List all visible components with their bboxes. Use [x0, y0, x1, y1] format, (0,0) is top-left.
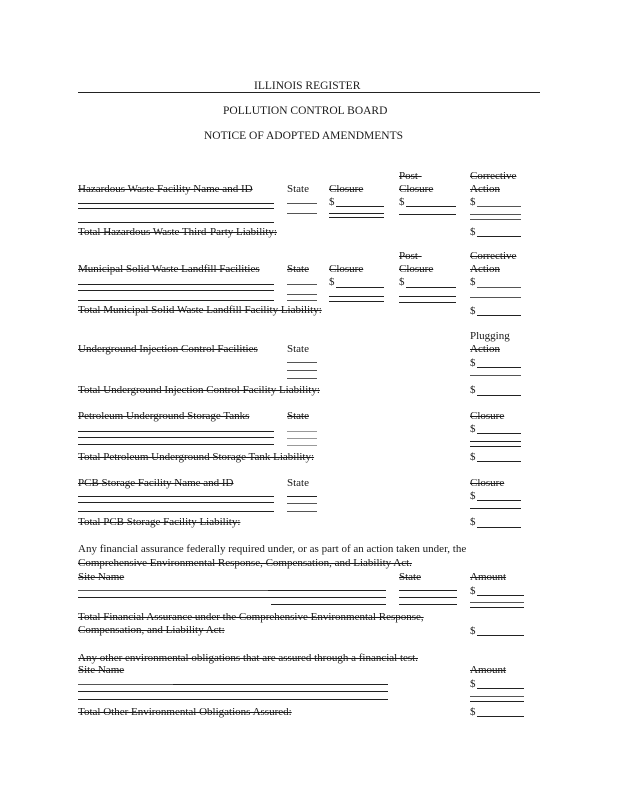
- state-col-label: State: [287, 477, 309, 489]
- other-site-name-label: Site Name: [78, 664, 125, 676]
- dollar-sign: $: [470, 585, 476, 597]
- closure-entry-line: [470, 441, 521, 442]
- corrective-col-label: Corrective: [470, 170, 517, 182]
- state-entry-line: [287, 362, 317, 363]
- postclosure-entry-line: [399, 296, 456, 297]
- section-total-rule: [78, 300, 274, 301]
- state-entry-line: [399, 590, 457, 591]
- dollar-sign: $: [470, 490, 476, 502]
- state-entry-line: [287, 294, 317, 295]
- closure-col-label: Closure: [470, 410, 505, 422]
- board-title: POLLUTION CONTROL BOARD: [223, 105, 388, 117]
- action-entry-line: [470, 214, 521, 215]
- cercla-state-label: State: [399, 571, 421, 583]
- name-entry-line: [78, 502, 274, 503]
- cercla-intro-line-1: Any financial assurance federally required under, or as part of an action taken under, the: [78, 543, 467, 555]
- name-entry-line: [78, 203, 274, 204]
- dollar-sign: $: [470, 226, 476, 238]
- closure-entry-line: [470, 508, 521, 509]
- closure-entry-line: [329, 213, 384, 214]
- name-entry-line: [78, 444, 274, 445]
- dollar-sign: $: [470, 678, 476, 690]
- state-col-label: State: [287, 343, 309, 355]
- postclosure-entry-line: [406, 206, 456, 207]
- corrective-col-label: Corrective: [470, 250, 517, 262]
- closure-entry-line: [336, 287, 384, 288]
- post-closure-col-label: Closure: [399, 183, 434, 195]
- dollar-sign: $: [470, 516, 476, 528]
- state-entry-line: [287, 503, 317, 504]
- uic-total: Total Underground Injection Control Facility Liability:: [78, 384, 320, 396]
- dollar-sign: $: [329, 276, 335, 288]
- cercla-amount-label: Amount: [470, 571, 507, 583]
- amount-entry-line: [477, 688, 524, 689]
- action-col-label: Action: [470, 183, 500, 195]
- total-entry-line: [477, 527, 521, 528]
- dollar-sign: $: [470, 357, 476, 369]
- uic-label: Underground Injection Control Facilities: [78, 343, 258, 355]
- site-entry-line: [78, 590, 268, 591]
- name-entry-line: [78, 284, 274, 285]
- name-entry-line: [78, 496, 274, 497]
- state-entry-line: [287, 370, 317, 371]
- action-col-label: Action: [470, 263, 500, 275]
- total-entry-line: [477, 635, 524, 636]
- action-entry-line: [477, 287, 521, 288]
- dollar-sign: $: [329, 196, 335, 208]
- postclosure-entry-line: [406, 287, 456, 288]
- site-entry-line: [78, 597, 386, 598]
- other-total: Total Other Environmental Obligations Assured:: [78, 706, 292, 718]
- state-entry-line: [287, 496, 317, 497]
- name-entry-line: [78, 290, 274, 291]
- site-entry-line: [271, 604, 386, 605]
- cercla-total-line-2: Compensation, and Liability Act:: [78, 624, 225, 636]
- register-title: ILLINOIS REGISTER: [254, 80, 361, 92]
- cercla-total-line-1: Total Financial Assurance under the Comprehensive Environmental Response,: [78, 611, 424, 623]
- closure-entry-line: [329, 301, 384, 302]
- state-entry-line: [287, 438, 317, 439]
- closure-entry-line: [336, 206, 384, 207]
- other-intro: Any other environmental obligations that are assured through a financial test.: [78, 652, 418, 664]
- plugging-col-label: Plugging: [470, 330, 510, 342]
- total-entry-line: [477, 236, 521, 237]
- hazardous-total: Total Hazardous Waste Third-Party Liability:: [78, 226, 277, 238]
- post-col-label: Post-: [399, 250, 422, 262]
- closure-entry-line: [470, 446, 521, 447]
- dollar-sign: $: [470, 625, 476, 637]
- closure-entry-line: [329, 217, 384, 218]
- amount-entry-line: [470, 701, 524, 702]
- state-entry-line: [287, 511, 317, 512]
- amount-entry-line: [477, 595, 524, 596]
- hazardous-label: Hazardous Waste Facility Name and ID: [78, 183, 253, 195]
- amount-entry-line: [470, 607, 524, 608]
- site-entry-line: [78, 691, 388, 692]
- name-entry-line: [78, 208, 274, 209]
- pcb-label: PCB Storage Facility Name and ID: [78, 477, 234, 489]
- state-entry-line: [287, 300, 317, 301]
- dollar-sign: $: [399, 276, 405, 288]
- site-entry-line: [78, 699, 388, 700]
- state-entry-line: [287, 284, 317, 285]
- action-entry-line: [470, 219, 521, 220]
- petroleum-total: Total Petroleum Underground Storage Tank Liability:: [78, 451, 315, 463]
- dollar-sign: $: [470, 423, 476, 435]
- total-entry-line: [477, 315, 521, 316]
- state-entry-line: [287, 378, 317, 379]
- total-entry-line: [477, 395, 521, 396]
- closure-entry-line: [477, 433, 521, 434]
- petroleum-label: Petroleum Underground Storage Tanks: [78, 410, 250, 422]
- closure-entry-line: [477, 500, 521, 501]
- site-entry-line: [268, 590, 386, 591]
- state-col-label: State: [287, 263, 309, 275]
- dollar-sign: $: [470, 451, 476, 463]
- municipal-label: Municipal Solid Waste Landfill Facilities: [78, 263, 260, 275]
- site-entry-line: [78, 684, 173, 685]
- state-entry-line: [399, 604, 457, 605]
- municipal-total: Total Municipal Solid Waste Landfill Facility Liability:: [78, 304, 322, 316]
- action-entry-line: [477, 206, 521, 207]
- site-entry-line: [173, 684, 388, 685]
- pcb-total: Total PCB Storage Facility Liability:: [78, 516, 241, 528]
- action-entry-line: [477, 367, 521, 368]
- state-col-label: State: [287, 410, 309, 422]
- post-col-label: Post-: [399, 170, 422, 182]
- closure-entry-line: [329, 296, 384, 297]
- dollar-sign: $: [470, 706, 476, 718]
- postclosure-entry-line: [399, 214, 456, 215]
- cercla-site-name-label: Site Name: [78, 571, 125, 583]
- amount-entry-line: [470, 696, 524, 697]
- closure-col-label: Closure: [329, 183, 364, 195]
- postclosure-entry-line: [399, 302, 456, 303]
- name-entry-line: [78, 437, 274, 438]
- closure-col-label: Closure: [470, 477, 505, 489]
- notice-title: NOTICE OF ADOPTED AMENDMENTS: [204, 130, 404, 142]
- action-entry-line: [470, 375, 521, 376]
- name-entry-line: [78, 431, 274, 432]
- total-entry-line: [477, 716, 524, 717]
- state-entry-line: [399, 597, 457, 598]
- closure-col-label: Closure: [329, 263, 364, 275]
- state-entry-line: [287, 445, 317, 446]
- state-entry-line: [287, 213, 317, 214]
- dollar-sign: $: [470, 384, 476, 396]
- action-col-label: Action: [470, 343, 500, 355]
- total-entry-line: [477, 461, 521, 462]
- state-entry-line: [287, 431, 317, 432]
- dollar-sign: $: [470, 196, 476, 208]
- action-entry-line: [470, 297, 521, 298]
- other-amount-label: Amount: [470, 664, 507, 676]
- name-entry-line: [78, 511, 274, 512]
- dollar-sign: $: [399, 196, 405, 208]
- header-rule: [78, 92, 540, 93]
- state-entry-line: [287, 203, 317, 204]
- amount-entry-line: [470, 602, 524, 603]
- dollar-sign: $: [470, 276, 476, 288]
- dollar-sign: $: [470, 305, 476, 317]
- section-total-rule: [78, 222, 274, 223]
- cercla-intro-line-2: Comprehensive Environmental Response, Compensation, and Liability Act.: [78, 557, 412, 569]
- state-col-label: State: [287, 183, 309, 195]
- post-closure-col-label: Closure: [399, 263, 434, 275]
